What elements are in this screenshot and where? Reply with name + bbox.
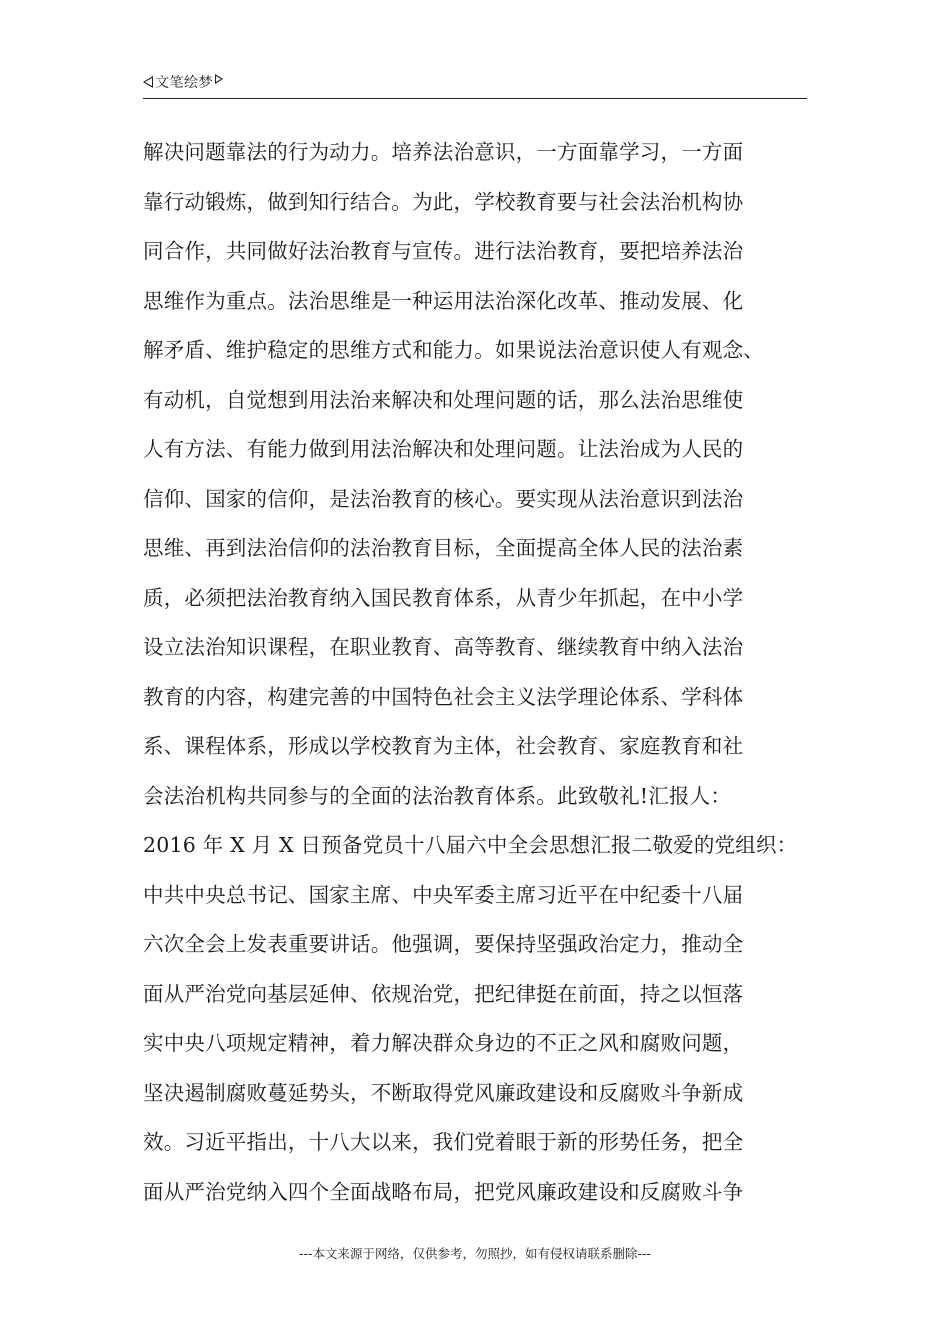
body-line: 坚决遏制腐败蔓延势头，不断取得党风廉政建设和反腐败斗争新成	[143, 1080, 744, 1105]
body-line: 教育的内容，构建完善的中国特色社会主义法学理论体系、学科体	[143, 684, 744, 709]
body-line: 2016 年 X 月 X 日预备党员十八届六中全会思想汇报二敬爱的党组织：	[143, 833, 798, 857]
body-line: 质，必须把法治教育纳入国民教育体系，从青少年抓起，在中小学	[143, 585, 744, 610]
body-line: 信仰、国家的信仰，是法治教育的核心。要实现从法治意识到法治	[143, 486, 744, 511]
body-line: 解决问题靠法的行为动力。培养法治意识，一方面靠学习，一方面	[143, 140, 744, 164]
body-line: 面从严治党向基层延伸、依规治党，把纪律挺在前面，持之以恒落	[143, 981, 744, 1006]
body-line: 系、课程体系，形成以学校教育为主体，社会教育、家庭教育和社	[143, 734, 744, 758]
body-line: 思维作为重点。法治思维是一种运用法治深化改革、推动发展、化	[143, 288, 744, 313]
body-line: 解矛盾、维护稳定的思维方式和能力。如果说法治意识使人有观念、	[143, 338, 764, 362]
body-line: 有动机，自觉想到用法治来解决和处理问题的话，那么法治思维使	[143, 387, 744, 412]
body-line: 同合作，共同做好法治教育与宣传。进行法治教育，要把培养法治	[143, 239, 744, 263]
brand-logo	[143, 72, 223, 92]
body-line: 六次全会上发表重要讲话。他强调，要保持坚强政治定力，推动全	[143, 932, 744, 956]
body-line: 靠行动锻炼，做到知行结合。为此，学校教育要与社会法治机构协	[143, 189, 744, 214]
page-header	[143, 68, 807, 99]
left-triangle-icon	[143, 76, 153, 88]
brand-name: 文笔绘梦	[155, 75, 213, 91]
body-line: 设立法治知识课程，在职业教育、高等教育、继续教育中纳入法治	[143, 635, 744, 659]
body-line: 思维、再到法治信仰的法治教育目标，全面提高全体人民的法治素	[143, 536, 744, 560]
document-body	[143, 128, 807, 1217]
body-line: 会法治机构共同参与的全面的法治教育体系。此致敬礼!汇报人：	[143, 783, 732, 808]
body-line: 中共中央总书记、国家主席、中央军委主席习近平在中纪委十八届	[143, 882, 744, 907]
body-line: 效。习近平指出，十八大以来，我们党着眼于新的形势任务，把全	[143, 1130, 744, 1154]
right-triangle-icon	[215, 74, 223, 84]
footer-notice: ---本文来源于网络，仅供参考，勿照抄，如有侵权请联系删除---	[298, 1246, 652, 1261]
body-line: 人有方法、有能力做到用法治解决和处理问题。让法治成为人民的	[143, 437, 744, 461]
body-line: 实中央八项规定精神，着力解决群众身边的不正之风和腐败问题，	[143, 1031, 744, 1055]
body-line: 面从严治党纳入四个全面战略布局，把党风廉政建设和反腐败斗争	[143, 1179, 744, 1204]
